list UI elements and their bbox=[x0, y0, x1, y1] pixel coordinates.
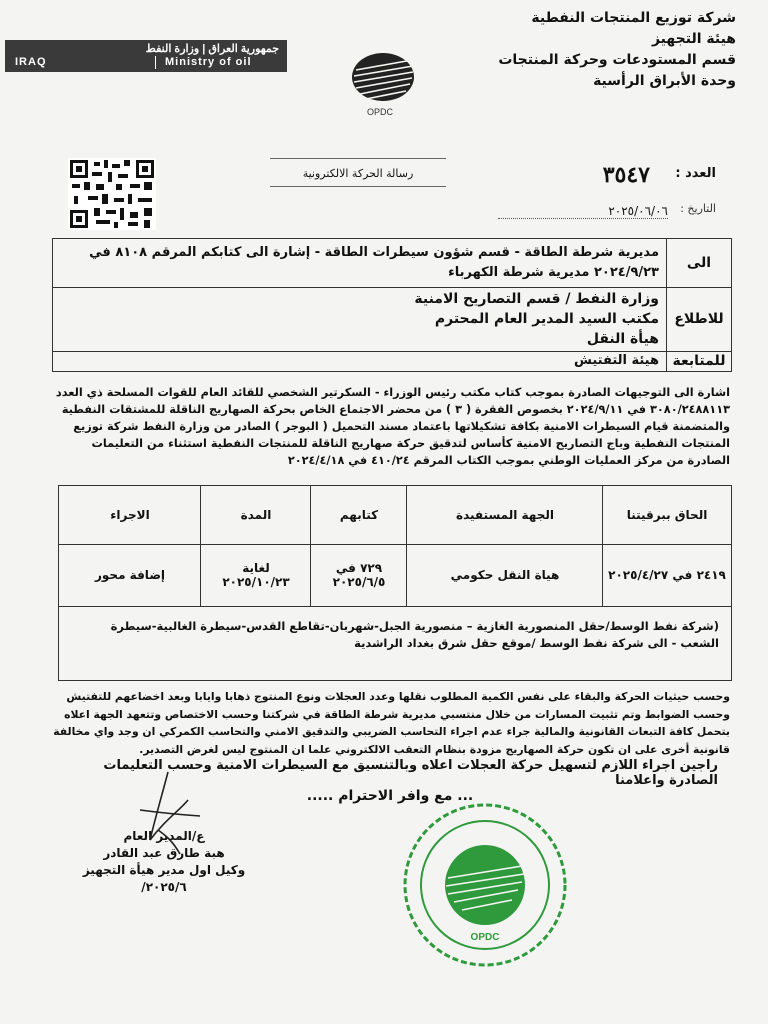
movement-table bbox=[58, 485, 732, 681]
company-header bbox=[436, 8, 736, 92]
header-cell: الجهة المستفيدة bbox=[456, 508, 554, 522]
info-line: هيأة النقل bbox=[586, 331, 659, 347]
table-cell: إضافة محور bbox=[94, 568, 166, 582]
ministry-en-iraq: IRAQ bbox=[15, 56, 47, 68]
company-line: شركة توزيع المنتجات النفطية bbox=[531, 10, 736, 26]
company-line: وحدة الأبراق الرأسية bbox=[593, 73, 736, 89]
address-row-follow bbox=[53, 351, 731, 371]
qr-code-icon bbox=[68, 158, 156, 230]
svg-text:OPDC: OPDC bbox=[470, 932, 500, 943]
company-line: قسم المستودعات وحركة المنتجات bbox=[498, 52, 736, 68]
electronic-message-text: رسالة الحركة الالكترونية bbox=[302, 167, 414, 180]
route-note: (شركة نفط الوسط/حقل المنصورية الغازية – منصورية الجبل-شهربان-تقاطع القدس-سيطرة الغالبية-سيطرة الشعب - الى شركة نفط الوسط /موقع حقل شرق بغداد الراشدية bbox=[110, 619, 719, 650]
address-table bbox=[52, 238, 732, 372]
body-paragraph-1: اشارة الى التوجيهات الصادرة بموجب كتاب مكتب رئيس الوزراء - السكرتير الشخصي للقائد العام للقوات المسلحة ذي العدد ٣٠٨٠/٢٤٨٨١١٣ في ٢٠٢٤/٩/١١ بخصوص الفقرة ( ٣ ) من محضر الاجتماع الخاص بحركة الصهاريج الناقلة للمشتقات النفطية والمتضمنة قيام السيطرات الامنية بكافة تشكيلاتها باعتماد مسند التحميل ( البوجر ) الصادر من وزارة النفط شركة توزيع المنتجات النفطية وباج التصاريح الامنية كأساس لتدقيق حركة صهاريج الناقلة للمنتجات النفطية استثناء من التعليمات الصادرة من مركز العمليات الوطني بموجب الكتاب المرقم ٤١٠/٢٤ في ٢٠٢٤/٤/١٨ bbox=[55, 386, 730, 467]
follow-label: للمتابعة bbox=[666, 351, 731, 371]
to-value: مديرية شرطة الطاقة - قسم شؤون سيطرات الطاقة - إشارة الى كتابكم المرقم ٨١٠٨ في ٢٠٢٤/٩/٢٣ مديرية شرطة الكهرباء bbox=[89, 245, 659, 280]
date-value: ٢٠٢٥/٠٦/٠٦ bbox=[608, 204, 668, 218]
handwritten-signature bbox=[110, 770, 220, 860]
address-row-info bbox=[53, 287, 731, 352]
info-line: مكتب السيد المدير العام المحترم bbox=[434, 311, 659, 327]
to-label: الى bbox=[666, 239, 731, 287]
logo-caption: OPDC bbox=[367, 107, 394, 117]
electronic-message-label bbox=[270, 158, 446, 188]
closing-regards: ..... مع وافر الاحترام ... bbox=[306, 788, 474, 804]
header-cell: المدة bbox=[240, 508, 272, 522]
follow-value: هيئة التفتيش bbox=[573, 353, 659, 368]
table-cell: هياة النقل حكومي bbox=[450, 568, 560, 582]
header-cell: الحاق ببرقيتنا bbox=[626, 508, 708, 522]
date-underline bbox=[498, 218, 668, 219]
ministry-en-name: Ministry of oil bbox=[165, 56, 252, 68]
info-label: للاطلاع bbox=[666, 287, 731, 351]
table-cell: لغاية ٢٠٢٥/١٠/٢٣ bbox=[222, 561, 290, 589]
table-cell: ٢٤١٩ في ٢٠٢٥/٤/٢٧ bbox=[608, 568, 726, 582]
header-cell: الاجراء bbox=[110, 508, 150, 522]
date-label: التاريخ : bbox=[680, 202, 716, 215]
ministry-ar: جمهورية العراق | وزارة النفط bbox=[145, 43, 279, 55]
signature-line: ع/المدير العام bbox=[123, 829, 205, 843]
signature-line: هبة طارق عبد القادر bbox=[103, 846, 225, 860]
ministry-bar bbox=[5, 40, 287, 72]
closing-request: راجين اجراء اللازم لتسهيل حركة العجلات اعلاه وبالتنسيق مع السيطرات الامنية وحسب التعليمات الصادرة واعلامنا bbox=[103, 758, 718, 788]
number-label: العدد : bbox=[675, 166, 716, 181]
info-line: وزارة النفط / قسم التصاريح الامنية bbox=[414, 291, 659, 307]
opdc-logo-icon bbox=[350, 52, 416, 102]
body-paragraph-2: وحسب حيثيات الحركة والبقاء على نفس الكمية المطلوب نقلها وعدد العجلات ونوع المنتوج ذهابا وايابا وبعد اخضاعهم للتفتيش وحسب الضوابط وتم تثبيت المسارات من خلال منتسبي مديرية شرطة الطاقة في شركتنا وحسب الاختصاص وتتعهد الجهة اعلاه بتحمل كافة التبعات القانونية والمالية جراء عدم اجراء التحاسب الضريبي والتدقيق الامني والتحاسب الكمركي ان وجد واي مخالفة قانونية أخرى على ان تكون حركة الصهاريج مزودة بنظام التعقب الالكتروني علما ان المنتوج ليس لغرض التصدير. bbox=[53, 690, 730, 756]
table-cell: ٧٢٩ في ٢٠٢٥/٦/٥ bbox=[332, 561, 386, 589]
signature-line: ٢٠٢٥/٦/ bbox=[141, 880, 187, 894]
header-cell: كتابهم bbox=[339, 508, 379, 522]
stamp-icon bbox=[400, 800, 570, 970]
table-row bbox=[59, 544, 731, 607]
table-header-row bbox=[59, 486, 731, 545]
address-row-to bbox=[53, 239, 731, 288]
number-value: ٣٥٤٧ bbox=[602, 162, 650, 188]
company-line: هيئة التجهيز bbox=[651, 31, 736, 47]
signature-line: وكيل اول مدير هيأة التجهيز bbox=[82, 863, 246, 877]
